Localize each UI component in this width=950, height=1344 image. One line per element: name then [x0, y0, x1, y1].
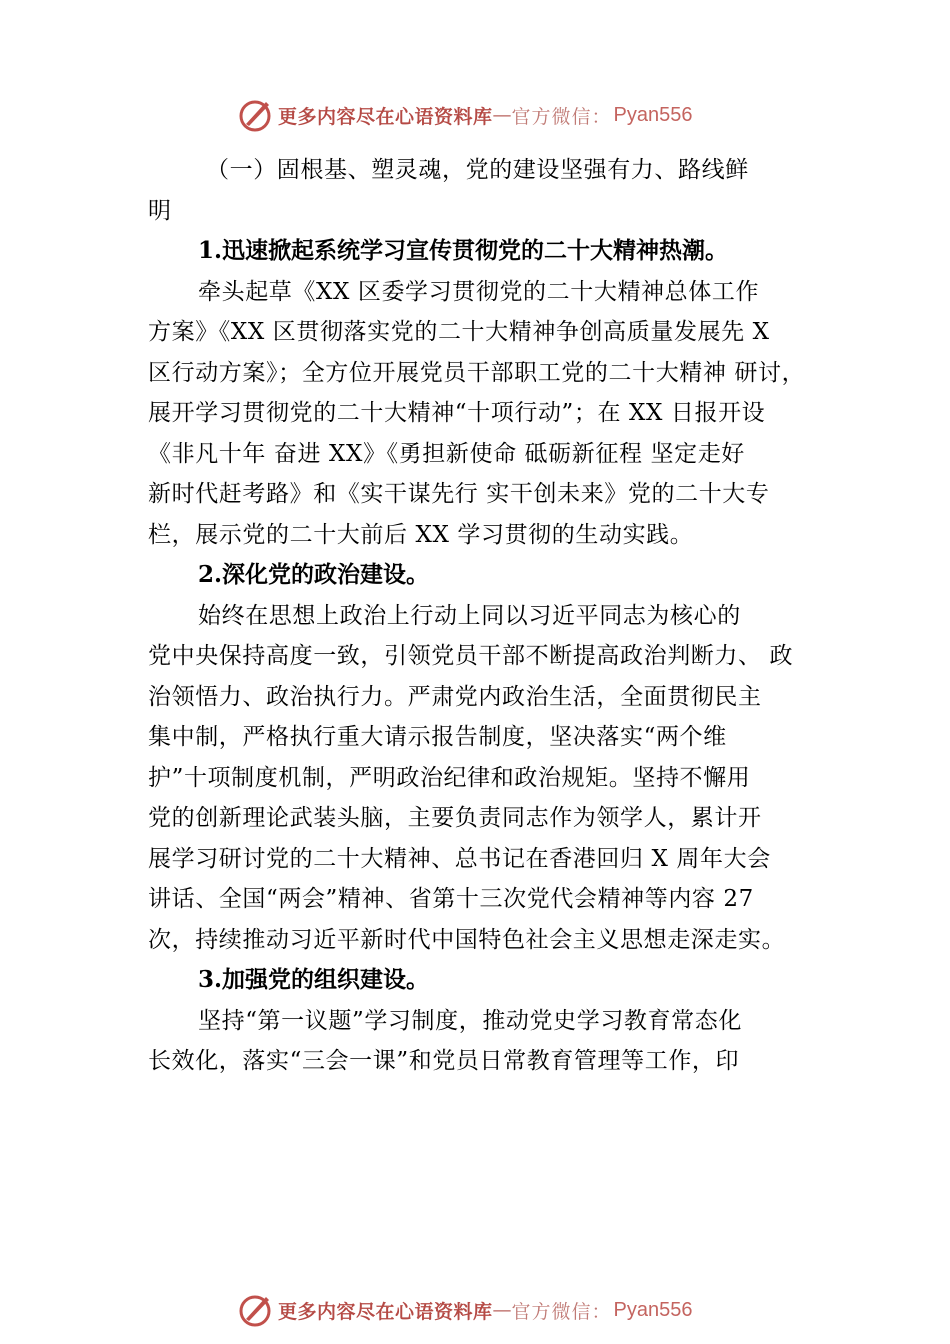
watermark-wechat-id: Pyan556: [613, 103, 693, 126]
watermark-brand: 更多内容尽在心语资料库: [278, 1300, 493, 1323]
section-title-line-2: 明: [148, 197, 172, 224]
item-3-heading: 3.加强党的组织建设。: [198, 966, 430, 993]
item-1-line: 新时代赶考路》和《实干谋先行 实干创未来》党的二十大专: [148, 481, 770, 507]
quill-logo-icon: [238, 1292, 274, 1328]
item-2-line: 展学习研讨党的二十大精神、总书记在香港回归 X 周年大会: [148, 845, 771, 872]
item-2-line: 党的创新理论武装头脑，主要负责同志作为领学人，累计开: [148, 805, 762, 831]
item-2-line: 护”十项制度机制，严明政治纪律和政治规矩。坚持不懈用: [148, 764, 751, 791]
item-1-line: 区行动方案》；全方位开展党员干部职工党的二十大精神 研讨，: [148, 359, 806, 386]
watermark-wechat-id: Pyan556: [613, 1298, 693, 1321]
item-1-line: 展开学习贯彻党的二十大精神“十项行动”；在 XX 日报开设: [148, 400, 766, 426]
watermark-footer: [238, 1290, 693, 1330]
item-2-line: 治领悟力、政治执行力。严肃党内政治生活，全面贯彻民主: [148, 683, 762, 710]
watermark-label: 官方微信：: [511, 105, 612, 128]
item-3-line: 坚持“第一议题”学习制度，推动党史学习教育常态化: [198, 1007, 742, 1034]
watermark-header: [238, 95, 693, 135]
item-1-line: 栏，展示党的二十大前后 XX 学习贯彻的生动实践。: [148, 521, 694, 548]
item-2-line: 始终在思想上政治上行动上同以习近平同志为核心的: [198, 602, 741, 629]
item-2-line: 党中央保持高度一致，引领党员干部不断提高政治判断力、 政: [148, 643, 794, 669]
watermark-brand: 更多内容尽在心语资料库: [278, 105, 493, 128]
item-3-line: 长效化，落实“三会一课”和党员日常教育管理等工作，印: [148, 1048, 740, 1074]
quill-logo-icon: [238, 97, 274, 133]
item-1-line: 方案》《XX 区贯彻落实党的二十大精神争创高质量发展先 X: [148, 319, 770, 345]
watermark-dash: —: [492, 104, 512, 126]
item-2-line: 次，持续推动习近平新时代中国特色社会主义思想走深走实。: [148, 926, 786, 953]
item-1-heading: 1.迅速掀起系统学习宣传贯彻党的二十大精神热潮。: [198, 237, 729, 264]
item-1-line: 《非凡十年 奋进 XX》《勇担新使命 砥砺新征程 坚定走好: [148, 440, 745, 467]
item-1-line: 牵头起草《XX 区委学习贯彻党的二十大精神总体工作: [198, 278, 760, 305]
watermark-label: 官方微信：: [511, 1300, 612, 1323]
watermark-dash: —: [492, 1299, 512, 1321]
item-2-line: 集中制，严格执行重大请示报告制度，坚决落实“两个维: [148, 724, 727, 750]
item-2-heading: 2.深化党的政治建设。: [198, 561, 430, 588]
document-body: [148, 150, 808, 1082]
section-title-line-1: （一）固根基、塑灵魂，党的建设坚强有力、路线鲜: [206, 157, 749, 183]
item-2-line: 讲话、全国“两会”精神、省第十三次党代会精神等内容 27: [148, 886, 754, 912]
